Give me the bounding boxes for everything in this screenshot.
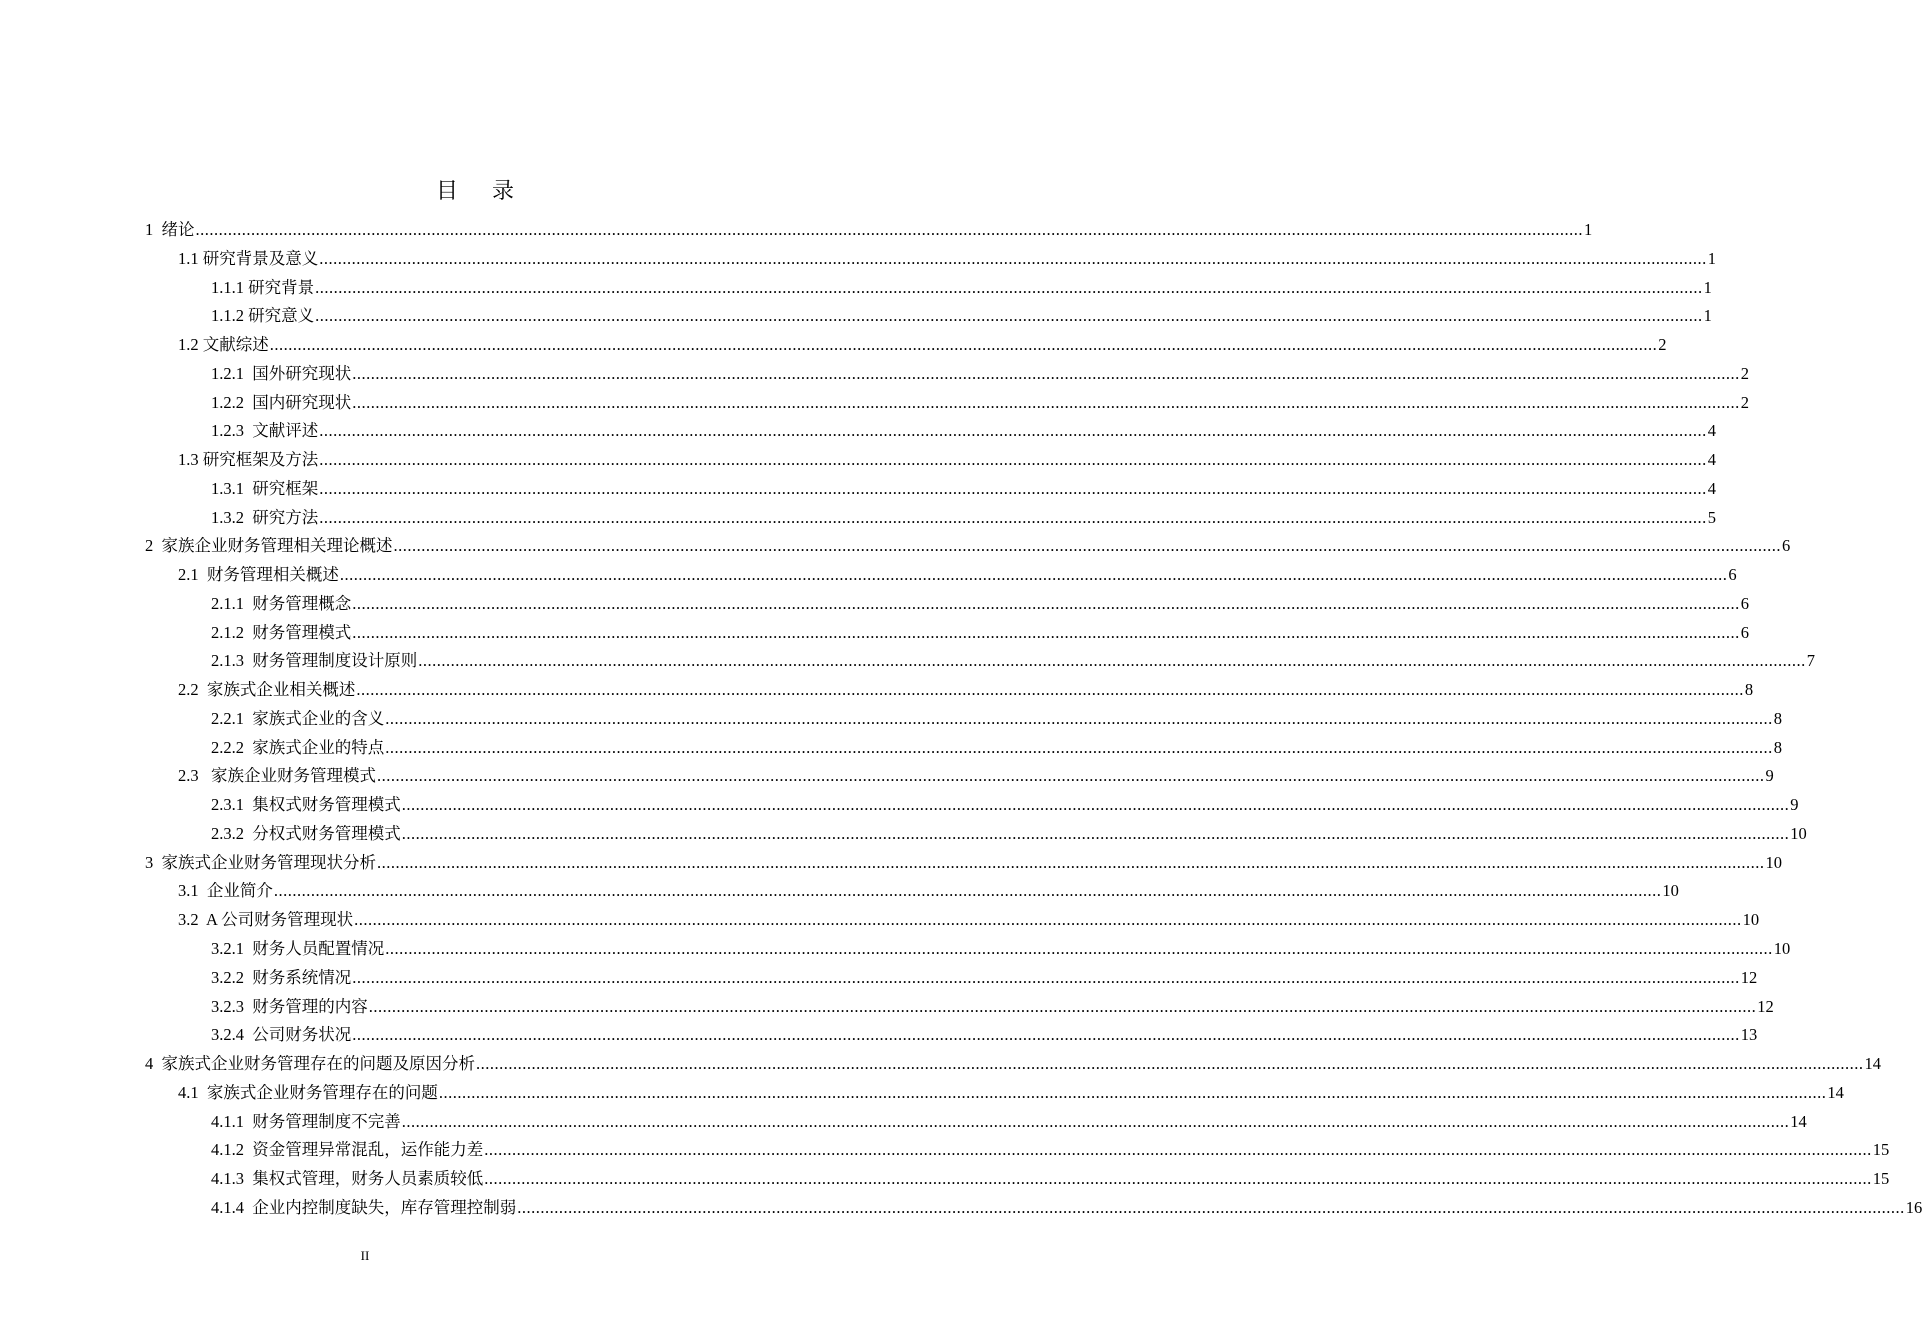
toc-entry-level-2[interactable] bbox=[178, 877, 1679, 905]
toc-entry-label: 1.2 文献综述 bbox=[178, 335, 269, 355]
toc-entry-dot-leader: ............................................................................................................................................................................................................................................................................................................ bbox=[319, 478, 1707, 498]
toc-entry-dot-leader: ............................................................................................................................................................................................................................................................................................................ bbox=[401, 1111, 1790, 1131]
toc-entry-level-3[interactable] bbox=[211, 417, 1716, 445]
toc-entry-dot-leader: ............................................................................................................................................................................................................................................................................................................ bbox=[484, 1169, 1872, 1189]
toc-entry-page-number: 10 bbox=[1773, 939, 1791, 958]
toc-entry-dot-leader: ............................................................................................................................................................................................................................................................................................................ bbox=[354, 910, 1742, 930]
toc-entry-page-number: 1 bbox=[1703, 277, 1712, 297]
toc-entry-level-3[interactable] bbox=[211, 964, 1758, 992]
toc-entry-level-2[interactable] bbox=[178, 906, 1760, 934]
toc-entry-page-number: 6 bbox=[1728, 565, 1737, 585]
toc-entry-label: 4.1.2 资金管理异常混乱，运作能力差 bbox=[211, 1140, 484, 1160]
toc-entry-dot-leader: ............................................................................................................................................................................................................................................................................................................ bbox=[377, 852, 1765, 872]
toc-entry-level-3[interactable] bbox=[211, 302, 1712, 330]
toc-entry-page-number: 4 bbox=[1707, 421, 1716, 441]
toc-entry-page-number: 10 bbox=[1765, 852, 1782, 872]
toc-entry-label: 1.1 研究背景及意义 bbox=[178, 248, 319, 268]
toc-entry-level-1[interactable] bbox=[145, 532, 1791, 560]
toc-entry-level-3[interactable] bbox=[211, 1021, 1758, 1049]
toc-entry-level-3[interactable] bbox=[211, 734, 1782, 762]
toc-entry-page-number: 6 bbox=[1782, 536, 1791, 556]
toc-entry-level-2[interactable] bbox=[178, 676, 1754, 704]
toc-entry-page-number: 6 bbox=[1740, 622, 1749, 642]
toc-entry-label: 3.2.3 财务管理的内容 bbox=[211, 996, 368, 1016]
toc-entry-page-number: 8 bbox=[1773, 708, 1782, 728]
toc-entry-dot-leader: ............................................................................................................................................................................................................................................................................................................ bbox=[393, 536, 1781, 556]
toc-entry-level-3[interactable] bbox=[211, 274, 1712, 302]
toc-entry-page-number: 1 bbox=[1707, 248, 1716, 268]
toc-entry-page-number: 9 bbox=[1765, 766, 1774, 786]
toc-entry-label: 3.2 A 公司财务管理现状 bbox=[178, 910, 354, 930]
toc-entry-label: 4.1.4 企业内控制度缺失，库存管理控制弱 bbox=[211, 1197, 517, 1217]
toc-entry-dot-leader: ............................................................................................................................................................................................................................................................................................................ bbox=[368, 996, 1757, 1016]
toc-title-first-char: 目 bbox=[435, 178, 458, 203]
toc-entry-page-number: 8 bbox=[1773, 737, 1782, 757]
toc-entry-page-number: 2 bbox=[1740, 392, 1749, 412]
toc-entry-page-number: 12 bbox=[1757, 996, 1774, 1016]
toc-entry-level-1[interactable] bbox=[145, 216, 1593, 244]
toc-entry-page-number: 10 bbox=[1662, 881, 1679, 901]
toc-entry-label: 2.1 财务管理相关概述 bbox=[178, 565, 339, 585]
toc-entry-label: 1.2.1 国外研究现状 bbox=[211, 363, 352, 383]
toc-entry-dot-leader: ............................................................................................................................................................................................................................................................................................................ bbox=[418, 651, 1806, 671]
toc-entry-level-2[interactable] bbox=[178, 1079, 1844, 1107]
footer-page-number: II bbox=[360, 1248, 370, 1263]
toc-entry-page-number: 1 bbox=[1584, 220, 1593, 239]
toc-entry-dot-leader: ............................................................................................................................................................................................................................................................................................................ bbox=[319, 421, 1707, 441]
toc-entry-level-3[interactable] bbox=[211, 590, 1749, 618]
toc-entry-level-3[interactable] bbox=[211, 389, 1749, 417]
toc-entry-level-3[interactable] bbox=[211, 1108, 1807, 1136]
toc-entry-page-number: 4 bbox=[1707, 450, 1716, 470]
toc-entry-label: 1.1.2 研究意义 bbox=[211, 306, 315, 326]
toc-entry-page-number: 1 bbox=[1703, 306, 1712, 326]
toc-entry-level-2[interactable] bbox=[178, 561, 1737, 589]
toc-entry-label: 4 家族式企业财务管理存在的问题及原因分析 bbox=[145, 1054, 475, 1074]
toc-entry-label: 4.1.3 集权式管理，财务人员素质较低 bbox=[211, 1169, 484, 1189]
toc-entry-dot-leader: ............................................................................................................................................................................................................................................................................................................ bbox=[517, 1197, 1905, 1217]
toc-entry-label: 1 绪论 bbox=[145, 220, 195, 239]
toc-entry-dot-leader: ............................................................................................................................................................................................................................................................................................................ bbox=[352, 622, 1740, 642]
toc-entry-page-number: 12 bbox=[1740, 967, 1758, 987]
toc-entry-dot-leader: ............................................................................................................................................................................................................................................................................................................ bbox=[315, 277, 1703, 297]
toc-entry-level-2[interactable] bbox=[178, 245, 1716, 273]
toc-entry-label: 2.2.1 家族式企业的含义 bbox=[211, 708, 385, 728]
toc-entry-dot-leader: ............................................................................................................................................................................................................................................................................................................ bbox=[401, 795, 1790, 815]
toc-entry-label: 3.2.1 财务人员配置情况 bbox=[211, 939, 385, 958]
toc-entry-dot-leader: ............................................................................................................................................................................................................................................................................................................ bbox=[195, 220, 1583, 239]
toc-entry-dot-leader: ............................................................................................................................................................................................................................................................................................................ bbox=[356, 680, 1744, 700]
toc-entry-level-1[interactable] bbox=[145, 1050, 1881, 1078]
toc-entry-dot-leader: ............................................................................................................................................................................................................................................................................................................ bbox=[385, 939, 1773, 958]
toc-entry-dot-leader: ............................................................................................................................................................................................................................................................................................................ bbox=[352, 593, 1740, 613]
toc-entry-level-3[interactable] bbox=[211, 791, 1799, 819]
toc-entry-level-2[interactable] bbox=[178, 762, 1774, 790]
toc-title-second-char: 录 bbox=[492, 178, 515, 203]
toc-entry-dot-leader: ............................................................................................................................................................................................................................................................................................................ bbox=[385, 737, 1773, 757]
toc-entry-label: 3.2.4 公司财务状况 bbox=[211, 1025, 352, 1045]
toc-entry-dot-leader: ............................................................................................................................................................................................................................................................................................................ bbox=[315, 306, 1703, 326]
toc-entry-label: 1.3 研究框架及方法 bbox=[178, 450, 319, 470]
toc-entry-label: 2.1.1 财务管理概念 bbox=[211, 593, 352, 613]
toc-entry-dot-leader: ............................................................................................................................................................................................................................................................................................................ bbox=[339, 565, 1728, 585]
toc-entry-page-number: 5 bbox=[1707, 507, 1716, 527]
toc-entry-label: 2.3.1 集权式财务管理模式 bbox=[211, 795, 401, 815]
toc-entry-page-number: 4 bbox=[1707, 478, 1716, 498]
toc-entry-level-3[interactable] bbox=[211, 647, 1815, 675]
toc-title bbox=[0, 176, 950, 206]
toc-entry-level-2[interactable] bbox=[178, 331, 1667, 359]
toc-entry-page-number: 15 bbox=[1872, 1140, 1890, 1160]
toc-entry-level-1[interactable] bbox=[145, 849, 1782, 877]
toc-entry-dot-leader: ............................................................................................................................................................................................................................................................................................................ bbox=[385, 708, 1773, 728]
toc-entry-dot-leader: ............................................................................................................................................................................................................................................................................................................ bbox=[319, 507, 1707, 527]
toc-entry-level-3[interactable] bbox=[211, 475, 1716, 503]
toc-entry-level-3[interactable] bbox=[211, 360, 1749, 388]
toc-entry-page-number: 13 bbox=[1740, 1025, 1758, 1045]
toc-entry-page-number: 15 bbox=[1872, 1169, 1890, 1189]
toc-entry-dot-leader: ............................................................................................................................................................................................................................................................................................................ bbox=[352, 1025, 1740, 1045]
toc-entry-label: 2.2.2 家族式企业的特点 bbox=[211, 737, 385, 757]
toc-entry-page-number: 14 bbox=[1827, 1082, 1844, 1102]
toc-entry-dot-leader: ............................................................................................................................................................................................................................................................................................................ bbox=[319, 450, 1707, 470]
toc-entry-level-3[interactable] bbox=[211, 1194, 1922, 1222]
toc-entry-level-3[interactable] bbox=[211, 619, 1749, 647]
toc-entry-dot-leader: ............................................................................................................................................................................................................................................................................................................ bbox=[401, 823, 1790, 843]
toc-entry-label: 1.2.3 文献评述 bbox=[211, 421, 319, 441]
toc-entry-label: 2.3.2 分权式财务管理模式 bbox=[211, 823, 401, 843]
toc-entry-page-number: 10 bbox=[1790, 823, 1807, 843]
toc-entry-label: 3 家族式企业财务管理现状分析 bbox=[145, 852, 376, 872]
toc-entry-label: 1.2.2 国内研究现状 bbox=[211, 392, 352, 412]
toc-entry-page-number: 10 bbox=[1742, 910, 1760, 930]
toc-entry-label: 3.1 企业简介 bbox=[178, 881, 273, 901]
toc-entry-page-number: 2 bbox=[1658, 335, 1667, 355]
toc-entry-page-number: 7 bbox=[1806, 651, 1815, 671]
toc-entry-dot-leader: ............................................................................................................................................................................................................................................................................................................ bbox=[484, 1140, 1872, 1160]
toc-entry-label: 1.3.1 研究框架 bbox=[211, 478, 319, 498]
toc-entry-dot-leader: ............................................................................................................................................................................................................................................................................................................ bbox=[476, 1054, 1864, 1074]
toc-entry-page-number: 2 bbox=[1740, 363, 1749, 383]
toc-entry-dot-leader: ............................................................................................................................................................................................................................................................................................................ bbox=[273, 881, 1662, 901]
toc-entry-label: 4.1 家族式企业财务管理存在的问题 bbox=[178, 1082, 438, 1102]
toc-entry-label: 1.1.1 研究背景 bbox=[211, 277, 315, 297]
toc-entry-page-number: 6 bbox=[1740, 593, 1749, 613]
toc-entry-dot-leader: ............................................................................................................................................................................................................................................................................................................ bbox=[377, 766, 1765, 786]
toc-entry-dot-leader: ............................................................................................................................................................................................................................................................................................................ bbox=[319, 248, 1707, 268]
toc-entry-level-3[interactable] bbox=[211, 1136, 1890, 1164]
toc-entry-dot-leader: ............................................................................................................................................................................................................................................................................................................ bbox=[352, 363, 1740, 383]
toc-entry-level-3[interactable] bbox=[211, 1165, 1890, 1193]
toc-entry-page-number: 8 bbox=[1744, 680, 1754, 700]
toc-entry-label: 2.3 家族企业财务管理模式 bbox=[178, 766, 376, 786]
toc-entry-label: 2 家族企业财务管理相关理论概述 bbox=[145, 536, 393, 556]
toc-entry-label: 2.1.3 财务管理制度设计原则 bbox=[211, 651, 418, 671]
toc-entry-level-2[interactable] bbox=[178, 446, 1716, 474]
toc-entry-dot-leader: ............................................................................................................................................................................................................................................................................................................ bbox=[352, 967, 1740, 987]
toc-entry-level-3[interactable] bbox=[211, 504, 1716, 532]
toc-entry-page-number: 16 bbox=[1905, 1197, 1922, 1217]
toc-entry-level-3[interactable] bbox=[211, 935, 1791, 963]
toc-entry-label: 4.1.1 财务管理制度不完善 bbox=[211, 1111, 401, 1131]
toc-entry-label: 1.3.2 研究方法 bbox=[211, 507, 319, 527]
toc-entry-level-3[interactable] bbox=[211, 705, 1782, 733]
toc-entry-label: 2.2 家族式企业相关概述 bbox=[178, 680, 356, 700]
toc-entry-dot-leader: ............................................................................................................................................................................................................................................................................................................ bbox=[269, 335, 1658, 355]
toc-entry-page-number: 9 bbox=[1790, 795, 1799, 815]
toc-entry-dot-leader: ............................................................................................................................................................................................................................................................................................................ bbox=[438, 1082, 1827, 1102]
toc-entry-level-3[interactable] bbox=[211, 993, 1774, 1021]
toc-entry-label: 2.1.2 财务管理模式 bbox=[211, 622, 352, 642]
toc-entry-page-number: 14 bbox=[1790, 1111, 1807, 1131]
toc-entry-page-number: 14 bbox=[1864, 1054, 1881, 1074]
toc-entry-level-3[interactable] bbox=[211, 820, 1807, 848]
toc-entry-label: 3.2.2 财务系统情况 bbox=[211, 967, 352, 987]
toc-entry-dot-leader: ............................................................................................................................................................................................................................................................................................................ bbox=[352, 392, 1740, 412]
